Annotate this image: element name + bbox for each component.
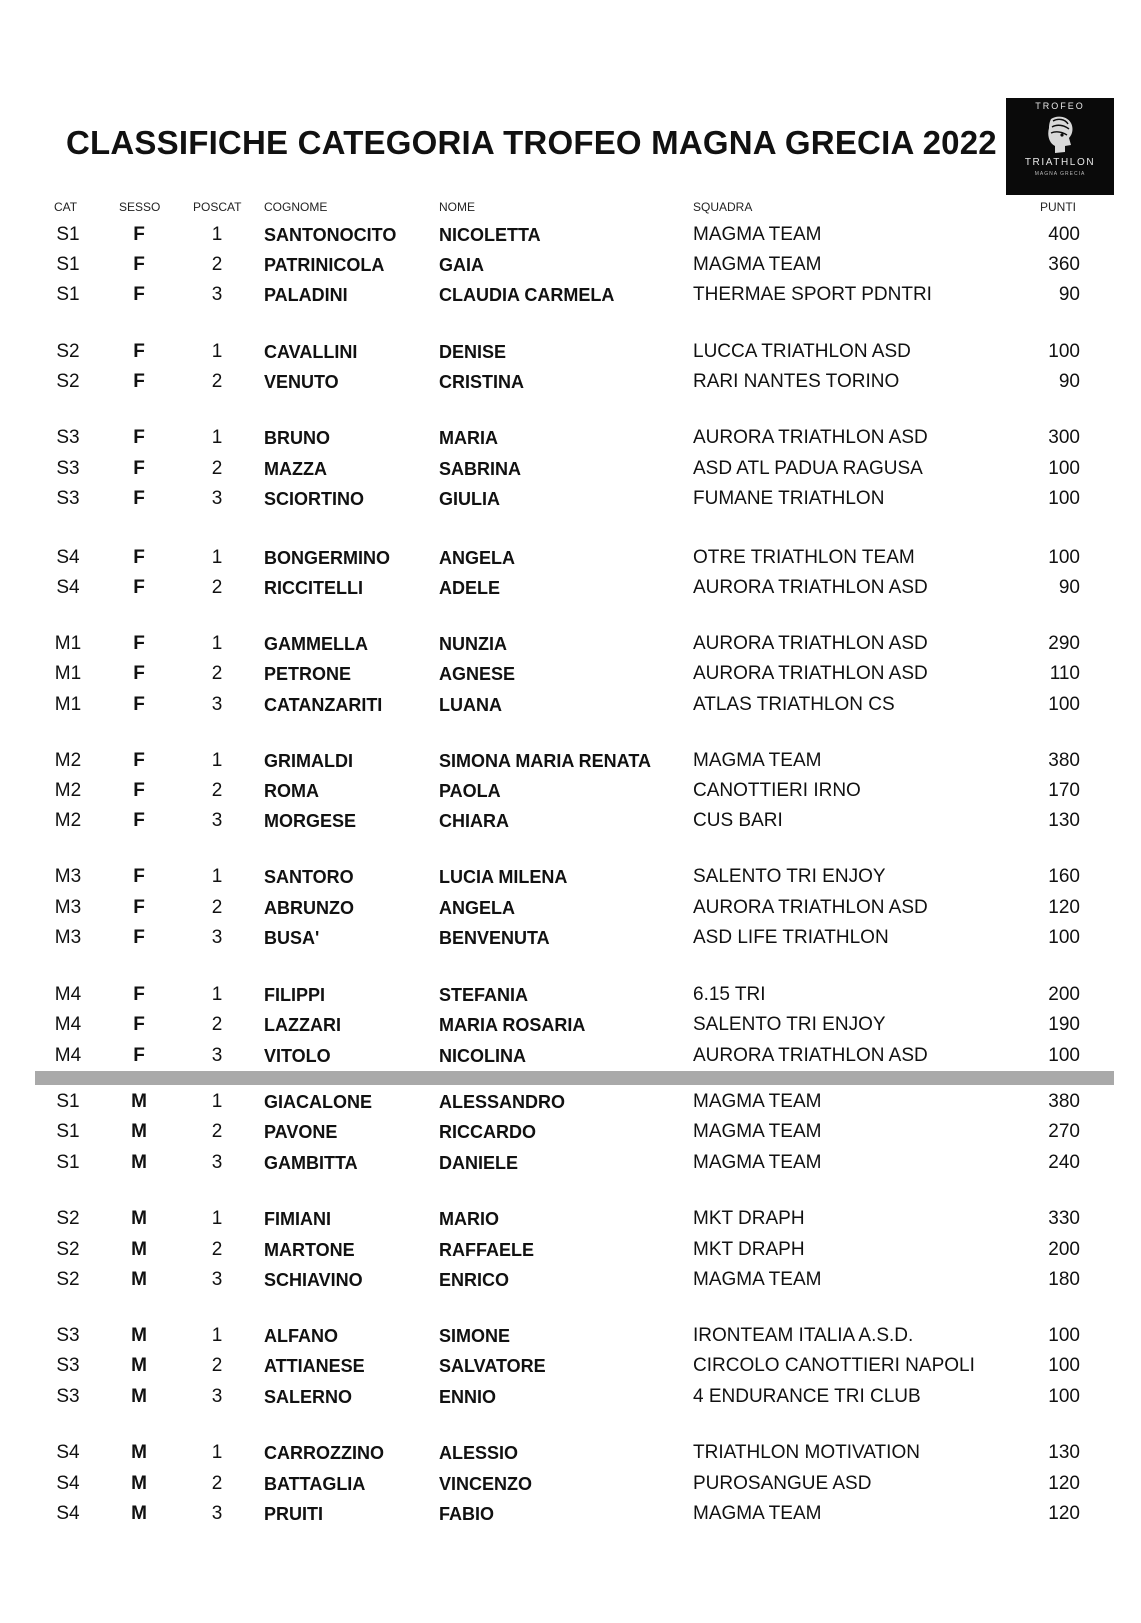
cell-poscat: 3 (211, 1269, 223, 1290)
cell-cat: S3 (56, 427, 80, 448)
cell-cat: S1 (56, 1152, 80, 1173)
cell-nome: CHIARA (439, 811, 509, 831)
cell-cognome: VENUTO (264, 372, 339, 392)
cell-cat: S3 (56, 458, 80, 479)
header-punti: PUNTI (1040, 200, 1076, 214)
cell-squadra: MAGMA TEAM (693, 1503, 822, 1524)
cell-nome: SALVATORE (439, 1356, 546, 1376)
cell-nome: ALESSIO (439, 1443, 519, 1463)
header-poscat: POSCAT (193, 200, 242, 214)
cell-sesso: F (133, 633, 145, 654)
cell-squadra: MAGMA TEAM (693, 1091, 822, 1112)
cell-cat: S1 (56, 1121, 80, 1142)
cell-squadra: AURORA TRIATHLON ASD (693, 633, 928, 654)
cell-cognome: PRUITI (264, 1504, 324, 1524)
cell-sesso: F (133, 750, 145, 771)
cell-sesso: F (133, 547, 145, 568)
cell-poscat: 3 (211, 284, 223, 305)
cell-cognome: LAZZARI (264, 1015, 341, 1035)
cell-poscat: 1 (211, 1325, 223, 1346)
cell-sesso: M (131, 1473, 147, 1494)
cell-cognome: BONGERMINO (264, 548, 390, 568)
cell-cognome: GRIMALDI (264, 751, 353, 771)
cell-cat: S4 (56, 1503, 80, 1524)
cell-squadra: LUCCA TRIATHLON ASD (693, 341, 911, 362)
cell-punti: 170 (1048, 780, 1080, 801)
cell-cognome: GAMMELLA (264, 634, 368, 654)
cell-sesso: F (133, 458, 145, 479)
cell-punti: 200 (1048, 1239, 1080, 1260)
cell-cat: S3 (56, 488, 80, 509)
cell-sesso: F (133, 897, 145, 918)
cell-sesso: F (133, 780, 145, 801)
table-row (0, 573, 1141, 603)
cell-cat: M4 (54, 984, 82, 1005)
cell-cognome: RICCITELLI (264, 578, 363, 598)
cell-squadra: MAGMA TEAM (693, 1152, 822, 1173)
cell-squadra: MAGMA TEAM (693, 750, 822, 771)
cell-cat: S4 (56, 1473, 80, 1494)
cell-cat: S2 (56, 1269, 80, 1290)
cell-squadra: TRIATHLON MOTIVATION (693, 1442, 920, 1463)
cell-cat: S4 (56, 577, 80, 598)
cell-sesso: F (133, 371, 145, 392)
cell-sesso: M (131, 1503, 147, 1524)
cell-poscat: 1 (211, 547, 223, 568)
cell-nome: SIMONA MARIA RENATA (439, 751, 651, 771)
cell-cat: M2 (54, 750, 82, 771)
cell-squadra: 4 ENDURANCE TRI CLUB (693, 1386, 921, 1407)
cell-poscat: 2 (211, 663, 223, 684)
cell-poscat: 1 (211, 224, 223, 245)
table-row (0, 690, 1141, 720)
cell-sesso: M (131, 1325, 147, 1346)
cell-punti: 380 (1048, 1091, 1080, 1112)
cell-squadra: AURORA TRIATHLON ASD (693, 663, 928, 684)
cell-punti: 190 (1048, 1014, 1080, 1035)
table-row (0, 1148, 1141, 1178)
cell-poscat: 2 (211, 1239, 223, 1260)
table-row (0, 280, 1141, 310)
cell-punti: 100 (1048, 1325, 1080, 1346)
cell-cat: M2 (54, 810, 82, 831)
cell-squadra: SALENTO TRI ENJOY (693, 866, 886, 887)
cell-sesso: M (131, 1208, 147, 1229)
cell-sesso: M (131, 1091, 147, 1112)
cell-squadra: IRONTEAM ITALIA A.S.D. (693, 1325, 914, 1346)
cell-cognome: SCHIAVINO (264, 1270, 363, 1290)
cell-cat: S1 (56, 284, 80, 305)
cell-poscat: 1 (211, 1091, 223, 1112)
cell-nome: SIMONE (439, 1326, 511, 1346)
cell-cognome: ALFANO (264, 1326, 338, 1346)
table-row (0, 220, 1141, 250)
table-row (0, 629, 1141, 659)
table-row (0, 484, 1141, 514)
cell-poscat: 3 (211, 488, 223, 509)
cell-squadra: FUMANE TRIATHLON (693, 488, 885, 509)
cell-cat: S1 (56, 1091, 80, 1112)
cell-punti: 200 (1048, 984, 1080, 1005)
cell-poscat: 1 (211, 750, 223, 771)
logo-main-text: TRIATHLON (1024, 157, 1096, 168)
cell-punti: 330 (1048, 1208, 1080, 1229)
cell-poscat: 2 (211, 780, 223, 801)
cell-cat: M3 (54, 927, 82, 948)
table-row (0, 367, 1141, 397)
table-row (0, 980, 1141, 1010)
cell-cognome: MARTONE (264, 1240, 355, 1260)
cell-sesso: F (133, 694, 145, 715)
cell-nome: BENVENUTA (439, 928, 550, 948)
cell-cat: M4 (54, 1014, 82, 1035)
cell-cat: S3 (56, 1355, 80, 1376)
cell-squadra: AURORA TRIATHLON ASD (693, 897, 928, 918)
table-row (0, 1469, 1141, 1499)
table-row (0, 337, 1141, 367)
table-row (0, 1041, 1141, 1071)
cell-cognome: ABRUNZO (264, 898, 354, 918)
table-row (0, 1235, 1141, 1265)
table-row (0, 423, 1141, 453)
cell-sesso: M (131, 1442, 147, 1463)
cell-nome: ANGELA (439, 898, 515, 918)
cell-squadra: ASD ATL PADUA RAGUSA (693, 458, 923, 479)
cell-nome: RICCARDO (439, 1122, 536, 1142)
helmet-head-icon (1043, 115, 1077, 155)
cell-nome: ALESSANDRO (439, 1092, 566, 1112)
table-row (0, 1265, 1141, 1295)
cell-cat: S1 (56, 224, 80, 245)
cell-cognome: MORGESE (264, 811, 357, 831)
cell-poscat: 2 (211, 1121, 223, 1142)
cell-nome: FABIO (439, 1504, 495, 1524)
table-row (0, 1382, 1141, 1412)
cell-cognome: SANTONOCITO (264, 225, 397, 245)
cell-punti: 270 (1048, 1121, 1080, 1142)
cell-cognome: BRUNO (264, 428, 330, 448)
cell-nome: LUCIA MILENA (439, 867, 568, 887)
cell-punti: 90 (1058, 371, 1080, 392)
cell-nome: NICOLINA (439, 1046, 526, 1066)
cell-cognome: PETRONE (264, 664, 352, 684)
cell-cognome: ATTIANESE (264, 1356, 365, 1376)
cell-sesso: F (133, 284, 145, 305)
cell-cognome: SALERNO (264, 1387, 353, 1407)
cell-squadra: CANOTTIERI IRNO (693, 780, 861, 801)
cell-cat: S1 (56, 254, 80, 275)
cell-squadra: ATLAS TRIATHLON CS (693, 694, 895, 715)
table-row (0, 659, 1141, 689)
cell-nome: LUANA (439, 695, 502, 715)
cell-sesso: F (133, 577, 145, 598)
cell-nome: CLAUDIA CARMELA (439, 285, 615, 305)
table-row (0, 893, 1141, 923)
cell-nome: AGNESE (439, 664, 516, 684)
cell-cognome: VITOLO (264, 1046, 331, 1066)
cell-punti: 100 (1048, 458, 1080, 479)
cell-punti: 100 (1048, 927, 1080, 948)
cell-cat: M2 (54, 780, 82, 801)
cell-punti: 290 (1048, 633, 1080, 654)
cell-squadra: AURORA TRIATHLON ASD (693, 577, 928, 598)
cell-punti: 160 (1048, 866, 1080, 887)
cell-cognome: GAMBITTA (264, 1153, 358, 1173)
cell-cat: M3 (54, 897, 82, 918)
cell-punti: 400 (1048, 224, 1080, 245)
cell-nome: CRISTINA (439, 372, 524, 392)
cell-sesso: M (131, 1355, 147, 1376)
header-cognome: COGNOME (264, 200, 328, 214)
table-row (0, 776, 1141, 806)
header-cat: CAT (54, 200, 78, 214)
table-row (0, 923, 1141, 953)
cell-squadra: MAGMA TEAM (693, 254, 822, 275)
cell-sesso: F (133, 488, 145, 509)
cell-cat: S4 (56, 1442, 80, 1463)
cell-cat: M4 (54, 1045, 82, 1066)
document-title: CLASSIFICHE CATEGORIA TROFEO MAGNA GRECIA 2022 (66, 124, 997, 161)
cell-sesso: F (133, 341, 145, 362)
cell-poscat: 1 (211, 984, 223, 1005)
table-row (0, 746, 1141, 776)
cell-squadra: CIRCOLO CANOTTIERI NAPOLI (693, 1355, 975, 1376)
cell-sesso: M (131, 1386, 147, 1407)
cell-poscat: 1 (211, 866, 223, 887)
cell-poscat: 2 (211, 577, 223, 598)
cell-punti: 100 (1048, 1045, 1080, 1066)
cell-nome: VINCENZO (439, 1474, 533, 1494)
cell-cognome: CAVALLINI (264, 342, 358, 362)
cell-poscat: 2 (211, 458, 223, 479)
cell-poscat: 3 (211, 1386, 223, 1407)
cell-squadra: AURORA TRIATHLON ASD (693, 427, 928, 448)
cell-sesso: F (133, 810, 145, 831)
table-row (0, 543, 1141, 573)
cell-squadra: AURORA TRIATHLON ASD (693, 1045, 928, 1066)
cell-punti: 90 (1058, 284, 1080, 305)
cell-squadra: ASD LIFE TRIATHLON (693, 927, 889, 948)
cell-punti: 300 (1048, 427, 1080, 448)
cell-punti: 130 (1048, 810, 1080, 831)
cell-punti: 120 (1048, 1503, 1080, 1524)
cell-nome: GIULIA (439, 489, 500, 509)
cell-nome: ADELE (439, 578, 501, 598)
cell-cat: S2 (56, 341, 80, 362)
cell-sesso: M (131, 1152, 147, 1173)
cell-cat: S2 (56, 1208, 80, 1229)
header-nome: NOME (439, 200, 475, 214)
cell-cat: S3 (56, 1386, 80, 1407)
cell-sesso: F (133, 866, 145, 887)
cell-sesso: M (131, 1269, 147, 1290)
cell-poscat: 2 (211, 371, 223, 392)
cell-sesso: F (133, 984, 145, 1005)
table-row (0, 1087, 1141, 1117)
table-row (0, 806, 1141, 836)
cell-nome: ENNIO (439, 1387, 497, 1407)
cell-squadra: MAGMA TEAM (693, 1121, 822, 1142)
table-row (0, 454, 1141, 484)
cell-poscat: 3 (211, 1045, 223, 1066)
cell-cat: M1 (54, 694, 82, 715)
cell-sesso: F (133, 1045, 145, 1066)
cell-punti: 380 (1048, 750, 1080, 771)
cell-cognome: CARROZZINO (264, 1443, 384, 1463)
cell-punti: 240 (1048, 1152, 1080, 1173)
cell-cognome: BATTAGLIA (264, 1474, 366, 1494)
cell-punti: 100 (1048, 694, 1080, 715)
table-row (0, 1321, 1141, 1351)
cell-poscat: 3 (211, 1503, 223, 1524)
cell-cat: M1 (54, 633, 82, 654)
cell-cognome: GIACALONE (264, 1092, 372, 1112)
cell-nome: SABRINA (439, 459, 522, 479)
cell-nome: NICOLETTA (439, 225, 541, 245)
cell-poscat: 3 (211, 694, 223, 715)
cell-sesso: M (131, 1239, 147, 1260)
cell-nome: ANGELA (439, 548, 515, 568)
cell-squadra: MKT DRAPH (693, 1239, 805, 1260)
cell-cognome: PALADINI (264, 285, 348, 305)
cell-poscat: 1 (211, 427, 223, 448)
cell-squadra: MAGMA TEAM (693, 1269, 822, 1290)
cell-punti: 100 (1048, 341, 1080, 362)
cell-cognome: MAZZA (264, 459, 327, 479)
header-sesso: SESSO (119, 200, 161, 214)
cell-poscat: 3 (211, 1152, 223, 1173)
cell-sesso: F (133, 1014, 145, 1035)
cell-poscat: 1 (211, 341, 223, 362)
cell-cognome: PATRINICOLA (264, 255, 385, 275)
cell-cat: M1 (54, 663, 82, 684)
table-row (0, 250, 1141, 280)
logo-sub-text: MAGNA GRECIA (1034, 171, 1086, 177)
cell-poscat: 2 (211, 1014, 223, 1035)
cell-squadra: PUROSANGUE ASD (693, 1473, 872, 1494)
section-divider (35, 1071, 1114, 1085)
cell-nome: ENRICO (439, 1270, 510, 1290)
cell-squadra: MKT DRAPH (693, 1208, 805, 1229)
cell-cognome: PAVONE (264, 1122, 338, 1142)
cell-sesso: M (131, 1121, 147, 1142)
cell-nome: PAOLA (439, 781, 501, 801)
cell-poscat: 1 (211, 633, 223, 654)
cell-cognome: CATANZARITI (264, 695, 383, 715)
cell-punti: 100 (1048, 1355, 1080, 1376)
cell-cognome: ROMA (264, 781, 319, 801)
cell-nome: MARIA (439, 428, 498, 448)
cell-poscat: 1 (211, 1208, 223, 1229)
cell-punti: 110 (1049, 663, 1080, 684)
cell-sesso: F (133, 254, 145, 275)
table-row (0, 862, 1141, 892)
cell-cognome: BUSA' (264, 928, 320, 948)
cell-nome: RAFFAELE (439, 1240, 535, 1260)
cell-nome: DENISE (439, 342, 507, 362)
cell-cat: S4 (56, 547, 80, 568)
cell-poscat: 3 (211, 927, 223, 948)
cell-squadra: RARI NANTES TORINO (693, 371, 900, 392)
cell-sesso: F (133, 224, 145, 245)
cell-squadra: SALENTO TRI ENJOY (693, 1014, 886, 1035)
table-row (0, 1117, 1141, 1147)
cell-nome: GAIA (439, 255, 484, 275)
cell-poscat: 2 (211, 1473, 223, 1494)
cell-cat: S2 (56, 1239, 80, 1260)
cell-punti: 100 (1048, 488, 1080, 509)
cell-poscat: 3 (211, 810, 223, 831)
cell-punti: 180 (1048, 1269, 1080, 1290)
cell-cognome: SCIORTINO (264, 489, 365, 509)
cell-nome: STEFANIA (439, 985, 529, 1005)
cell-nome: MARIO (439, 1209, 499, 1229)
cell-punti: 100 (1048, 547, 1080, 568)
logo-top-text: TROFEO (1035, 101, 1085, 111)
cell-sesso: F (133, 427, 145, 448)
cell-squadra: 6.15 TRI (693, 984, 766, 1005)
table-row (0, 1499, 1141, 1529)
trofeo-triathlon-logo (1006, 98, 1114, 195)
cell-punti: 120 (1048, 1473, 1080, 1494)
cell-poscat: 2 (211, 897, 223, 918)
cell-cognome: FILIPPI (264, 985, 326, 1005)
table-row (0, 1010, 1141, 1040)
cell-cat: S3 (56, 1325, 80, 1346)
cell-squadra: OTRE TRIATHLON TEAM (693, 547, 915, 568)
cell-punti: 120 (1048, 897, 1080, 918)
cell-squadra: MAGMA TEAM (693, 224, 822, 245)
cell-poscat: 2 (211, 1355, 223, 1376)
table-row (0, 1438, 1141, 1468)
cell-sesso: F (133, 927, 145, 948)
cell-sesso: F (133, 663, 145, 684)
cell-nome: NUNZIA (439, 634, 507, 654)
table-row (0, 1351, 1141, 1381)
cell-poscat: 1 (211, 1442, 223, 1463)
cell-cat: M3 (54, 866, 82, 887)
table-row (0, 1204, 1141, 1234)
header-squadra: SQUADRA (693, 200, 753, 214)
cell-punti: 360 (1048, 254, 1080, 275)
cell-cognome: FIMIANI (264, 1209, 331, 1229)
cell-cat: S2 (56, 371, 80, 392)
cell-poscat: 2 (211, 254, 223, 275)
cell-nome: DANIELE (439, 1153, 519, 1173)
cell-punti: 90 (1058, 577, 1080, 598)
cell-squadra: CUS BARI (693, 810, 783, 831)
cell-cognome: SANTORO (264, 867, 354, 887)
cell-punti: 130 (1048, 1442, 1080, 1463)
cell-nome: MARIA ROSARIA (439, 1015, 586, 1035)
cell-punti: 100 (1048, 1386, 1080, 1407)
cell-squadra: THERMAE SPORT PDNTRI (693, 284, 932, 305)
